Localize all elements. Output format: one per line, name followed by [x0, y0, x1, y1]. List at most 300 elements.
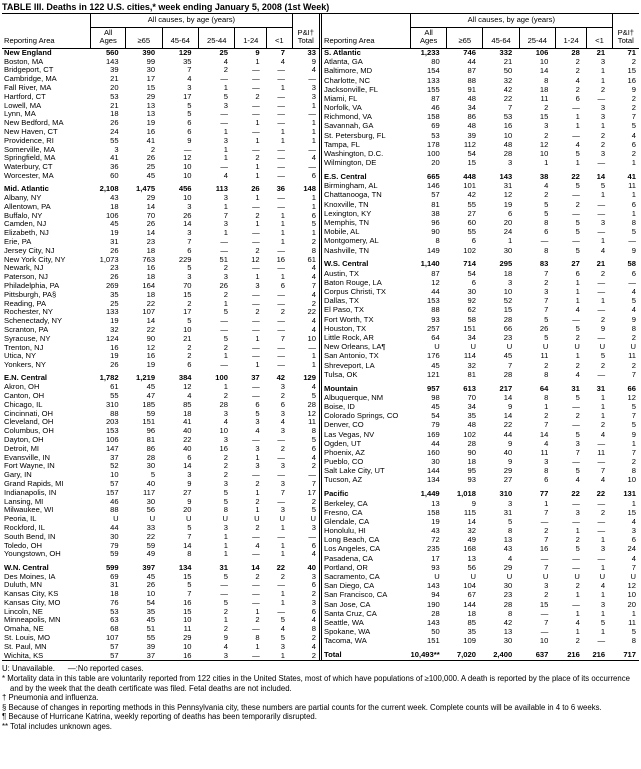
city-row: [2, 652, 319, 661]
value-cell: 9: [507, 402, 513, 411]
reporting-area-cell: Dallas, TX: [324, 297, 359, 306]
value-cell: 21: [596, 48, 606, 57]
value-cell: 5: [544, 209, 549, 218]
value-cell: 178: [427, 140, 440, 149]
value-cell: —: [252, 325, 260, 334]
value-cell: —: [252, 383, 260, 392]
value-cell: 7: [544, 421, 549, 430]
value-cell: 12: [503, 191, 513, 200]
value-cell: 2: [575, 85, 580, 94]
value-cell: 18: [503, 269, 513, 278]
value-cell: 86: [467, 113, 476, 122]
value-cell: 31: [596, 384, 606, 393]
value-cell: 310: [105, 400, 119, 409]
age-25-44-header: 25-44: [199, 27, 235, 48]
value-cell: —: [252, 110, 260, 119]
value-cell: 2: [311, 651, 316, 660]
value-cell: 1: [280, 273, 286, 282]
value-cell: 5: [544, 200, 549, 209]
value-cell: —: [277, 66, 286, 75]
value-cell: 158: [427, 113, 440, 122]
value-cell: 44: [431, 287, 440, 297]
value-cell: 3: [280, 427, 286, 436]
value-cell: —: [277, 194, 286, 203]
city-row: [322, 122, 639, 131]
value-cell: 5: [187, 524, 192, 533]
value-cell: 310: [499, 490, 513, 499]
city-row: [2, 282, 319, 291]
value-cell: —: [572, 315, 580, 324]
value-cell: 36: [276, 185, 286, 194]
value-cell: 4: [575, 370, 580, 379]
value-cell: 1: [223, 229, 228, 238]
value-cell: —: [572, 600, 580, 609]
city-row: [2, 498, 319, 507]
city-row: [322, 352, 639, 361]
value-cell: —: [277, 264, 286, 273]
value-cell: 2: [575, 200, 580, 209]
region-row: [322, 260, 639, 269]
value-cell: —: [277, 607, 286, 616]
city-row: [322, 619, 639, 628]
value-cell: 37: [146, 651, 156, 660]
value-cell: 5: [187, 317, 192, 326]
reporting-area-cell: Atlanta, GA: [324, 57, 363, 67]
value-cell: 28: [146, 453, 156, 462]
value-cell: 14: [183, 220, 192, 229]
city-row: [322, 527, 639, 536]
value-cell: 12: [539, 140, 549, 149]
reporting-area-cell: Providence, RI: [4, 136, 54, 145]
region-row: [322, 173, 639, 182]
value-cell: 5: [631, 627, 636, 637]
value-cell: 147: [105, 444, 119, 453]
value-cell: 93: [431, 315, 440, 324]
value-cell: 21: [503, 57, 513, 67]
value-cell: 5: [223, 92, 228, 101]
value-cell: 51: [219, 255, 228, 264]
value-cell: 1: [311, 361, 316, 370]
value-cell: 55: [110, 392, 119, 401]
value-cell: 8: [544, 246, 549, 255]
value-cell: 94: [431, 591, 440, 600]
reporting-area-cell: Cincinnati, OH: [4, 409, 53, 418]
value-cell: 2: [600, 131, 606, 140]
value-cell: 2: [631, 361, 636, 370]
city-row: [2, 128, 319, 137]
value-cell: 79: [110, 541, 119, 550]
reporting-area-cell: Duluth, MN: [4, 581, 42, 590]
reporting-area-header: Reporting Area: [4, 36, 55, 46]
value-cell: —: [277, 145, 286, 154]
age-65-header: ≥65: [126, 27, 162, 48]
value-cell: 3: [311, 598, 316, 607]
reporting-area-cell: Trenton, NJ: [4, 343, 44, 352]
value-cell: 1: [311, 127, 316, 136]
value-cell: —: [308, 343, 316, 352]
value-cell: 7: [544, 618, 549, 627]
value-cell: 35: [110, 290, 119, 299]
value-cell: 1: [575, 159, 580, 168]
value-cell: 30: [146, 462, 156, 471]
value-cell: 51: [146, 625, 156, 634]
value-cell: —: [597, 439, 606, 448]
value-cell: 5: [311, 506, 316, 515]
value-cell: 12: [627, 393, 636, 402]
value-cell: —: [277, 299, 286, 308]
value-cell: 2: [631, 149, 636, 159]
value-cell: 2: [280, 444, 286, 453]
value-cell: 17: [307, 488, 316, 497]
city-row: [322, 440, 639, 449]
value-cell: 13: [467, 554, 476, 563]
city-row: [322, 76, 639, 85]
reporting-area-cell: Birmingham, AL: [324, 182, 378, 191]
value-cell: 14: [183, 462, 192, 471]
value-cell: 3: [600, 57, 606, 67]
age-under-1-header: <1: [587, 27, 612, 48]
value-cell: 41: [110, 154, 119, 163]
value-cell: 144: [427, 467, 440, 476]
reporting-area-cell: Kansas City, KS: [4, 590, 59, 599]
value-cell: 30: [146, 66, 156, 75]
value-cell: —: [252, 66, 260, 75]
value-cell: 71: [627, 48, 636, 57]
value-cell: 113: [215, 185, 228, 194]
value-cell: 1: [544, 159, 549, 168]
reporting-area-cell: Fall River, MA: [4, 83, 52, 92]
region-row: [2, 185, 319, 194]
value-cell: 4: [187, 392, 192, 401]
value-cell: 6: [280, 282, 286, 290]
city-row: [322, 58, 639, 67]
value-cell: 60: [110, 171, 119, 180]
value-cell: 2: [280, 308, 286, 317]
value-cell: 10: [539, 637, 549, 646]
value-cell: 3: [311, 572, 316, 581]
value-cell: 7: [631, 370, 636, 379]
value-cell: 69: [431, 122, 440, 131]
value-cell: 1: [600, 393, 606, 402]
value-cell: 26: [539, 324, 549, 333]
value-cell: 151: [427, 637, 440, 646]
value-cell: 93: [467, 476, 476, 485]
value-cell: 35: [467, 627, 476, 637]
city-row: [322, 476, 639, 485]
value-cell: 63: [110, 616, 119, 625]
value-cell: 7: [631, 113, 636, 122]
value-cell: 42: [503, 618, 513, 627]
value-cell: —: [277, 290, 286, 299]
value-cell: 7: [280, 488, 286, 497]
city-row: [2, 326, 319, 335]
value-cell: 10: [503, 131, 513, 140]
value-cell: 19: [146, 119, 156, 128]
value-cell: 1: [311, 136, 316, 145]
value-cell: —: [597, 287, 606, 297]
value-cell: 20: [110, 83, 119, 92]
value-cell: 5: [223, 572, 228, 581]
value-cell: 12: [183, 383, 192, 392]
reporting-area-cell: El Paso, TX: [324, 306, 364, 315]
value-cell: 23: [146, 238, 156, 247]
value-cell: —: [252, 229, 260, 238]
value-cell: 168: [463, 545, 476, 554]
value-cell: 62: [467, 306, 476, 315]
reporting-area-cell: Ogden, UT: [324, 439, 362, 448]
table-header-left: [2, 14, 319, 48]
value-cell: 1: [311, 101, 316, 110]
value-cell: 2: [575, 57, 580, 67]
value-cell: 104: [463, 582, 476, 591]
city-row: [322, 499, 639, 508]
value-cell: 1: [600, 122, 606, 131]
value-cell: 88: [467, 76, 476, 85]
reporting-area-cell: Minneapolis, MN: [4, 616, 61, 625]
pi-label: P&I†: [297, 27, 314, 37]
value-cell: 9: [255, 48, 260, 57]
value-cell: —: [252, 581, 260, 590]
value-cell: 1: [600, 297, 606, 306]
value-cell: 4: [311, 642, 316, 651]
value-cell: 16: [146, 127, 156, 136]
value-cell: 8: [187, 550, 192, 559]
value-cell: 3: [280, 383, 286, 392]
value-cell: 11: [628, 352, 636, 361]
value-cell: —: [277, 343, 286, 352]
value-cell: 3: [600, 218, 606, 228]
value-cell: 5: [223, 334, 228, 343]
value-cell: 40: [503, 448, 513, 457]
value-cell: 7: [544, 536, 549, 545]
value-cell: —: [308, 471, 316, 480]
value-cell: 599: [105, 563, 119, 572]
value-cell: 24: [110, 127, 119, 136]
value-cell: 613: [463, 384, 476, 393]
value-cell: 4: [311, 264, 316, 273]
reporting-area-cell: Elizabeth, NJ: [4, 229, 49, 238]
value-cell: 31: [219, 563, 228, 572]
city-row: [2, 550, 319, 559]
value-cell: 5: [223, 308, 228, 317]
value-cell: U: [222, 515, 228, 524]
value-cell: 12: [251, 255, 260, 264]
city-row: [2, 93, 319, 102]
value-cell: 53: [431, 131, 440, 140]
value-cell: —: [628, 278, 636, 287]
city-row: [2, 436, 319, 445]
reporting-area-cell: Grand Rapids, MI: [4, 480, 64, 489]
value-cell: 3: [575, 439, 580, 448]
value-cell: 6: [187, 361, 192, 370]
city-row: [2, 220, 319, 229]
footnote-line: * Mortality data in this table are voluntarily reported from 122 cities in the United States, most of which have populations of ≥100,000. A death is reported by the place of its occurrence and by the week that the death certificate was filed. Fetal deaths are not included.: [2, 674, 630, 693]
value-cell: 3: [223, 136, 228, 145]
city-row: [2, 581, 319, 590]
value-cell: 5: [575, 393, 580, 402]
value-cell: 28: [467, 439, 476, 448]
value-cell: 4: [223, 418, 228, 427]
reporting-area-cell: Norfolk, VA: [324, 103, 362, 113]
city-row: [2, 335, 319, 344]
value-cell: 35: [146, 607, 156, 616]
value-cell: 76: [110, 598, 119, 607]
value-cell: 13: [503, 536, 513, 545]
value-cell: 1: [255, 171, 260, 180]
city-row: [2, 256, 319, 265]
value-cell: 37: [251, 374, 260, 383]
reporting-area-cell: Savannah, GA: [324, 122, 374, 131]
value-cell: 1: [223, 550, 228, 559]
value-cell: 203: [105, 418, 119, 427]
value-cell: 10: [183, 642, 192, 651]
value-cell: 4: [600, 476, 606, 485]
value-cell: 4: [575, 618, 580, 627]
value-cell: 20: [183, 506, 192, 515]
reporting-area-cell: S. Atlantic: [324, 48, 361, 57]
value-cell: 15: [467, 159, 476, 168]
table-right-half: [322, 14, 639, 660]
value-cell: 81: [431, 200, 440, 209]
value-cell: 4: [311, 325, 316, 334]
reporting-area-cell: Las Vegas, NV: [324, 430, 375, 439]
value-cell: 28: [307, 400, 316, 409]
footnote-line: § Because of changes in reporting methods in this Pennsylvania city, these numbers are partial counts for the current week. Complete counts will be available in 4 to 6 weeks.: [2, 702, 602, 712]
value-cell: 2: [600, 315, 606, 324]
value-cell: 15: [627, 508, 636, 517]
value-cell: 6: [255, 400, 260, 409]
city-row: [2, 401, 319, 410]
value-cell: 164: [142, 282, 156, 290]
value-cell: 45: [146, 572, 156, 581]
reporting-area-cell: Boise, ID: [324, 402, 355, 411]
value-cell: 30: [503, 246, 513, 255]
value-cell: U: [574, 572, 580, 582]
value-cell: U: [630, 572, 636, 582]
value-cell: 18: [110, 110, 119, 119]
value-cell: 2,108: [99, 185, 119, 194]
value-cell: 3: [544, 457, 549, 467]
reporting-area-cell: Santa Cruz, CA: [324, 609, 377, 618]
value-cell: 2: [255, 616, 260, 625]
city-row: [322, 421, 639, 430]
city-row: [2, 146, 319, 155]
reporting-area-cell: San Diego, CA: [324, 582, 375, 591]
value-cell: 60: [467, 218, 476, 228]
value-cell: 7: [631, 448, 636, 457]
value-cell: 11: [628, 618, 636, 627]
value-cell: 43: [503, 545, 513, 554]
value-cell: 87: [431, 94, 440, 103]
value-cell: —: [277, 101, 286, 110]
value-cell: —: [597, 228, 606, 237]
value-cell: 34: [467, 333, 476, 342]
value-cell: 2: [255, 524, 260, 533]
city-row: [322, 412, 639, 421]
city-row: [322, 86, 639, 95]
value-cell: 34: [467, 402, 476, 411]
value-cell: 4: [575, 140, 580, 149]
value-cell: 41: [183, 418, 192, 427]
value-cell: 40: [183, 444, 192, 453]
value-cell: 4: [575, 306, 580, 315]
city-row: [322, 573, 639, 582]
value-cell: U: [506, 342, 513, 352]
value-cell: 26: [219, 282, 228, 290]
value-cell: 70: [467, 393, 476, 402]
value-cell: 22: [307, 308, 316, 317]
value-cell: 41: [146, 136, 156, 145]
reporting-area-cell: Pasadena, CA: [324, 554, 373, 563]
value-cell: 1: [575, 278, 580, 287]
value-cell: 6: [280, 400, 286, 409]
value-cell: 106: [105, 436, 119, 445]
city-row: [2, 102, 319, 111]
value-cell: —: [540, 609, 549, 618]
value-cell: 5: [575, 149, 580, 159]
value-cell: 2: [575, 582, 580, 591]
reporting-area-cell: Allentown, PA: [4, 202, 51, 211]
value-cell: 6: [187, 453, 192, 462]
city-row: [322, 141, 639, 150]
reporting-area-cell: Canton, OH: [4, 392, 45, 401]
value-cell: 25: [219, 48, 228, 57]
value-cell: 2: [280, 392, 286, 401]
value-cell: 176: [427, 352, 440, 361]
value-cell: 48: [467, 122, 476, 131]
value-cell: 38: [431, 209, 440, 218]
value-cell: —: [277, 119, 286, 128]
value-cell: 29: [503, 467, 513, 476]
value-cell: 7: [575, 448, 580, 457]
value-cell: 2: [631, 103, 636, 113]
value-cell: —: [572, 103, 580, 113]
value-cell: 1: [600, 609, 606, 618]
value-cell: 4: [600, 582, 606, 591]
value-cell: —: [252, 83, 260, 92]
value-cell: 58: [627, 260, 636, 269]
city-row: [2, 84, 319, 93]
value-cell: 8: [311, 625, 316, 634]
city-row: [322, 554, 639, 563]
value-cell: 6: [544, 476, 549, 485]
value-cell: 6: [544, 228, 549, 237]
value-cell: —: [597, 554, 606, 563]
city-row: [322, 297, 639, 306]
value-cell: 1: [575, 113, 580, 122]
value-cell: 22: [146, 299, 156, 308]
reporting-area-cell: Detroit, MI: [4, 444, 40, 453]
value-cell: —: [308, 163, 316, 172]
value-cell: —: [220, 325, 228, 334]
reporting-area-cell: Bridgeport, CT: [4, 66, 54, 75]
value-cell: 3: [280, 506, 286, 515]
value-cell: 6: [471, 237, 476, 246]
value-cell: 3: [114, 145, 119, 154]
value-cell: 6: [311, 211, 316, 220]
value-cell: 28: [219, 400, 228, 409]
value-cell: 9: [507, 439, 513, 448]
value-cell: 3: [187, 229, 192, 238]
value-cell: 235: [427, 545, 440, 554]
value-cell: 10: [183, 171, 192, 180]
value-cell: 81: [467, 370, 476, 379]
value-cell: 4: [631, 131, 636, 140]
value-cell: 1: [255, 119, 260, 128]
reporting-area-cell: Paterson, NJ: [4, 273, 48, 282]
city-row: [322, 430, 639, 439]
value-cell: 153: [105, 427, 119, 436]
